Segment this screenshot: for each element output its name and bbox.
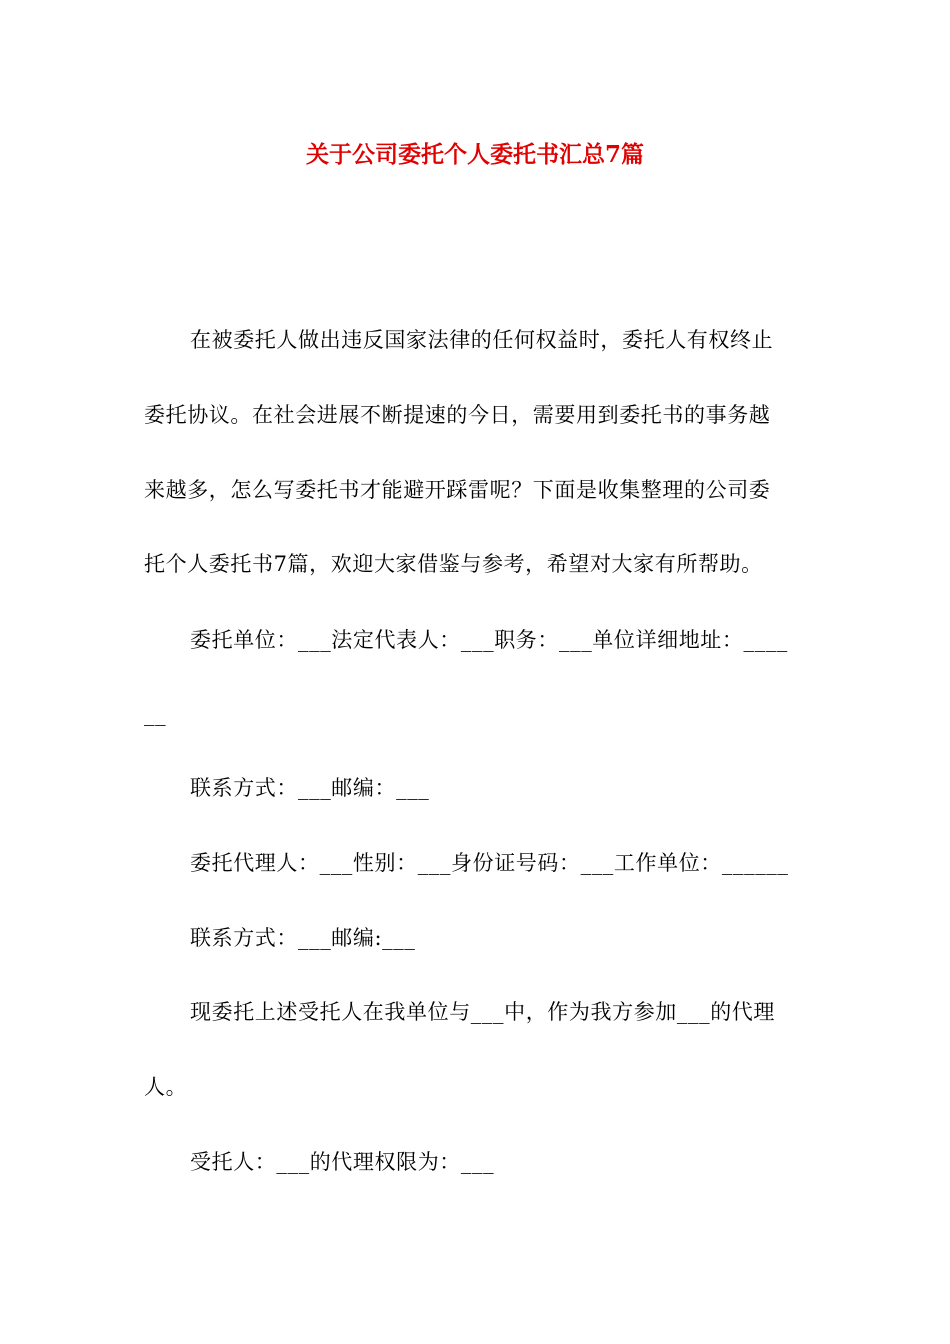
paragraph-line: 在被委托人做出违反国家法律的任何权益时，委托人有权终止 xyxy=(190,328,774,352)
paragraph-line: 人。 xyxy=(144,1075,188,1099)
form-field-line: 委托单位：___法定代表人：___职务：___单位详细地址：____ xyxy=(190,628,788,652)
document-title: 关于公司委托个人委托书汇总7篇 xyxy=(305,141,644,168)
paragraph-line: 来越多，怎么写委托书才能避开踩雷呢？下面是收集整理的公司委 xyxy=(144,478,771,502)
paragraph-line: 委托协议。在社会进展不断提速的今日，需要用到委托书的事务越 xyxy=(144,403,771,427)
form-field-line: __ xyxy=(144,702,167,726)
paragraph-line: 托个人委托书7篇，欢迎大家借鉴与参考，希望对大家有所帮助。 xyxy=(144,552,763,576)
form-field-line: 联系方式：___邮编：___ xyxy=(190,776,430,800)
paragraph-line: 现委托上述受托人在我单位与___中，作为我方参加___的代理 xyxy=(190,1000,775,1024)
form-field-line: 受托人：___的代理权限为：___ xyxy=(190,1150,495,1174)
form-field-line: 委托代理人：___性别：___身份证号码：___工作单位：______ xyxy=(190,851,789,875)
form-field-line: 联系方式：___邮编:___ xyxy=(190,926,416,950)
